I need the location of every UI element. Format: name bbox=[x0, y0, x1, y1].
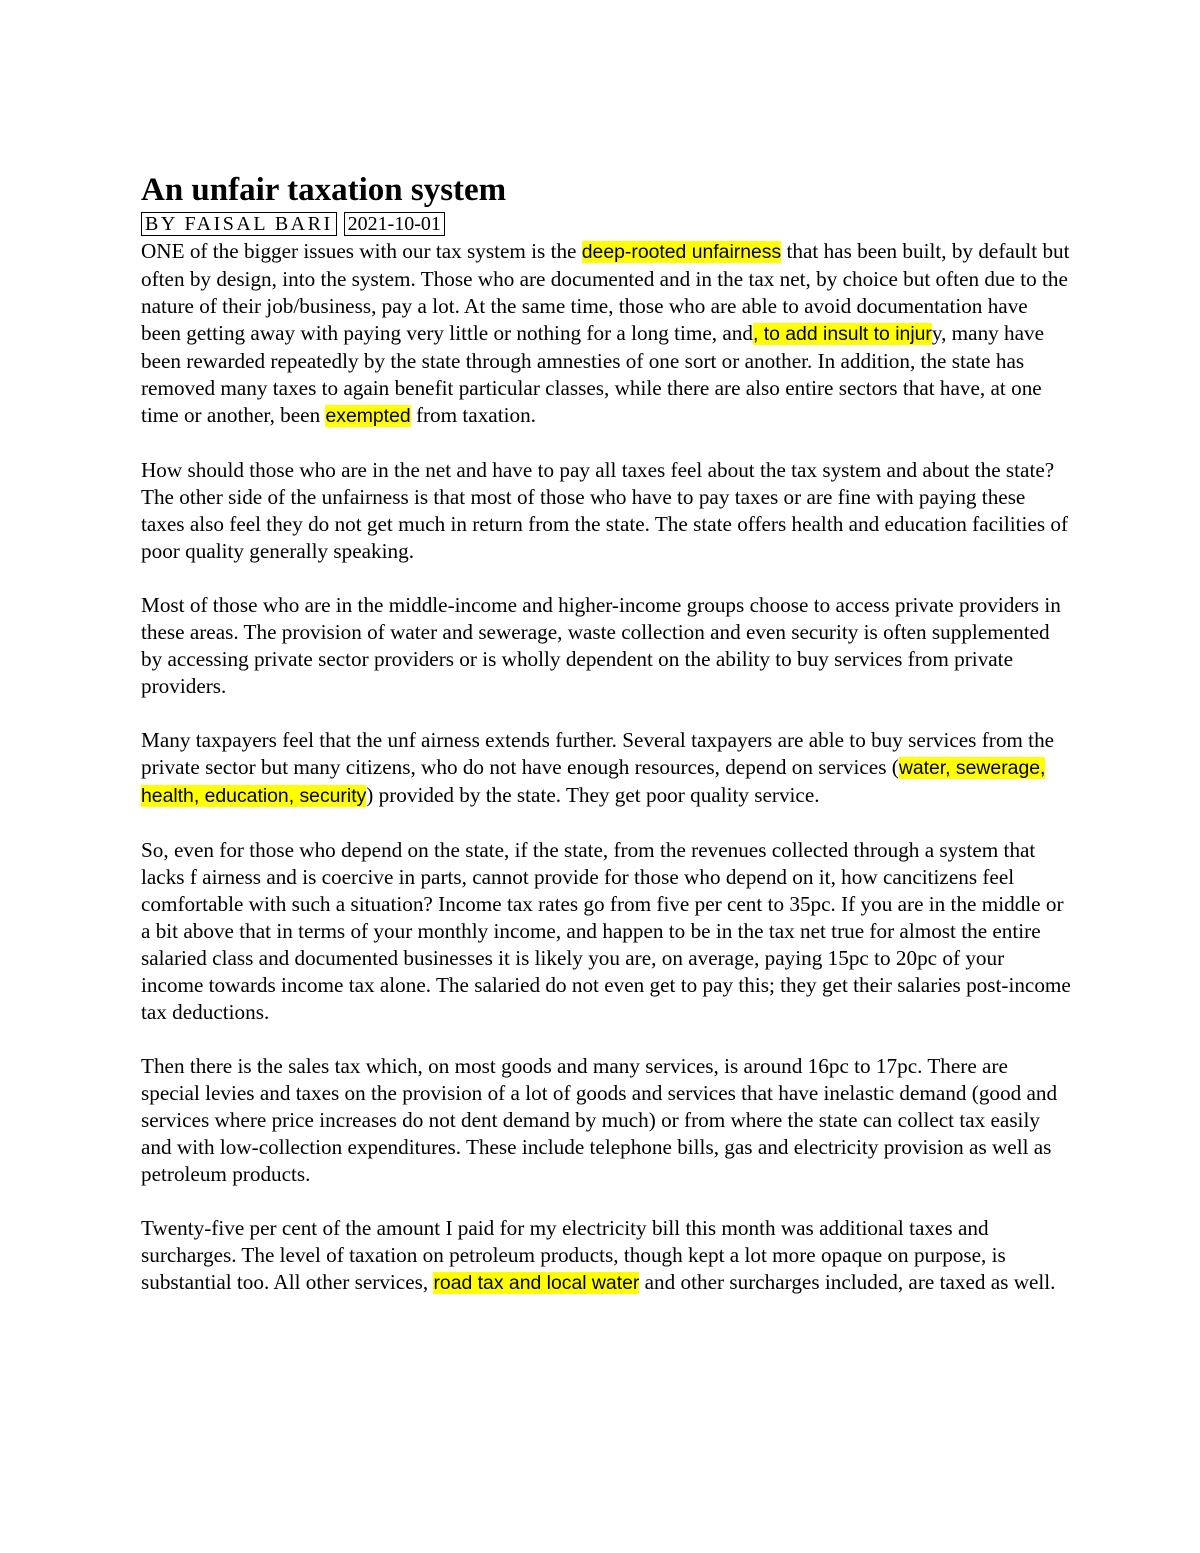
text-run: How should those who are in the net and have to pay all taxes feel about the tax system and about the state? The other side of the unfairness is that most of those who have to pay taxes or are fine with paying these taxes also feel they do not get much in return from the state. The state offers health and education facilities of poor quality generally speaking. bbox=[141, 458, 1069, 563]
text-run: So, even for those who depend on the state, if the state, from the revenues collected through a system that lacks f airness and is coercive in parts, cannot provide for those who depend on it, how cancitizens feel comfortable with such a situation? Income tax rates go from five per cent to 35pc. If you are in the middle or a bit above that in terms of your monthly income, and happen to be in the tax net true for almost the entire salaried class and documented businesses it is likely you are, on average, paying 15pc to 20pc of your income towards income tax alone. The salaried do not even get to pay this; they get their salaries post-income tax deductions. bbox=[141, 838, 1071, 1024]
text-run: Many taxpayers feel that the unf airness extends further. Several taxpayers are able to buy services from the private sector but many citizens, who do not have enough resources, depend on services ( bbox=[141, 728, 1055, 779]
paragraph bbox=[141, 238, 1071, 430]
text-run: from taxation. bbox=[410, 403, 536, 427]
paragraph bbox=[141, 592, 1071, 700]
highlighted-text: , to add insult to injur bbox=[752, 323, 932, 345]
text-run: and other surcharges included, are taxed as well. bbox=[639, 1270, 1056, 1294]
highlighted-text: deep-rooted unfairness bbox=[581, 241, 782, 263]
document-page bbox=[141, 170, 1071, 1324]
paragraph bbox=[141, 1215, 1071, 1297]
highlighted-text: exempted bbox=[325, 405, 411, 427]
text-run: ) provided by the state. They get poor quality service. bbox=[366, 783, 820, 807]
text-run: that has been built, by default but often by design, into the system. Those who are documented and in the tax net, by choice but often due to the nature of their job/business, pay a lot. At the same time, those who are able to avoid documentation have been getting away with paying very little or nothing for a long time, and bbox=[141, 239, 1070, 345]
text-run: y, many have been rewarded repeatedly by the state through amnesties of one sort or another. In addition, the state has removed many taxes to again benefit particular classes, while there are also entire sectors that have, at one time or another, been bbox=[141, 321, 1045, 427]
byline bbox=[141, 212, 1071, 238]
paragraph bbox=[141, 457, 1071, 565]
paragraph bbox=[141, 1053, 1071, 1188]
highlighted-text: water, sewerage, health, education, security bbox=[141, 757, 1046, 807]
text-run: ONE of the bigger issues with our tax system is the bbox=[141, 239, 582, 263]
paragraph bbox=[141, 727, 1071, 810]
article-body bbox=[141, 238, 1071, 1297]
article-title: An unfair taxation system bbox=[141, 172, 507, 208]
text-run: Twenty-five per cent of the amount I paid for my electricity bill this month was additional taxes and surcharges. The level of taxation on petroleum products, though kept a lot more opaque on purpose, is substantial too. All other services, bbox=[141, 1216, 1006, 1294]
author-box: BY FAISAL BARI bbox=[141, 212, 337, 236]
highlighted-text: road tax and local water bbox=[433, 1272, 640, 1294]
text-run: Most of those who are in the middle-income and higher-income groups choose to access private providers in these areas. The provision of water and sewerage, waste collection and even security is often supplemented by accessing private sector providers or is wholly dependent on the ability to buy services from private providers. bbox=[141, 593, 1061, 698]
paragraph bbox=[141, 837, 1071, 1026]
date-box: 2021-10-01 bbox=[344, 212, 445, 236]
text-run: Then there is the sales tax which, on most goods and many services, is around 16pc to 17pc. There are special levies and taxes on the provision of a lot of goods and services that have inelastic demand (good and services where price increases do not dent demand by much) or from where the state can collect tax easily and with low-collection expenditures. These include telephone bills, gas and electricity provision as well as petroleum products. bbox=[141, 1054, 1058, 1186]
